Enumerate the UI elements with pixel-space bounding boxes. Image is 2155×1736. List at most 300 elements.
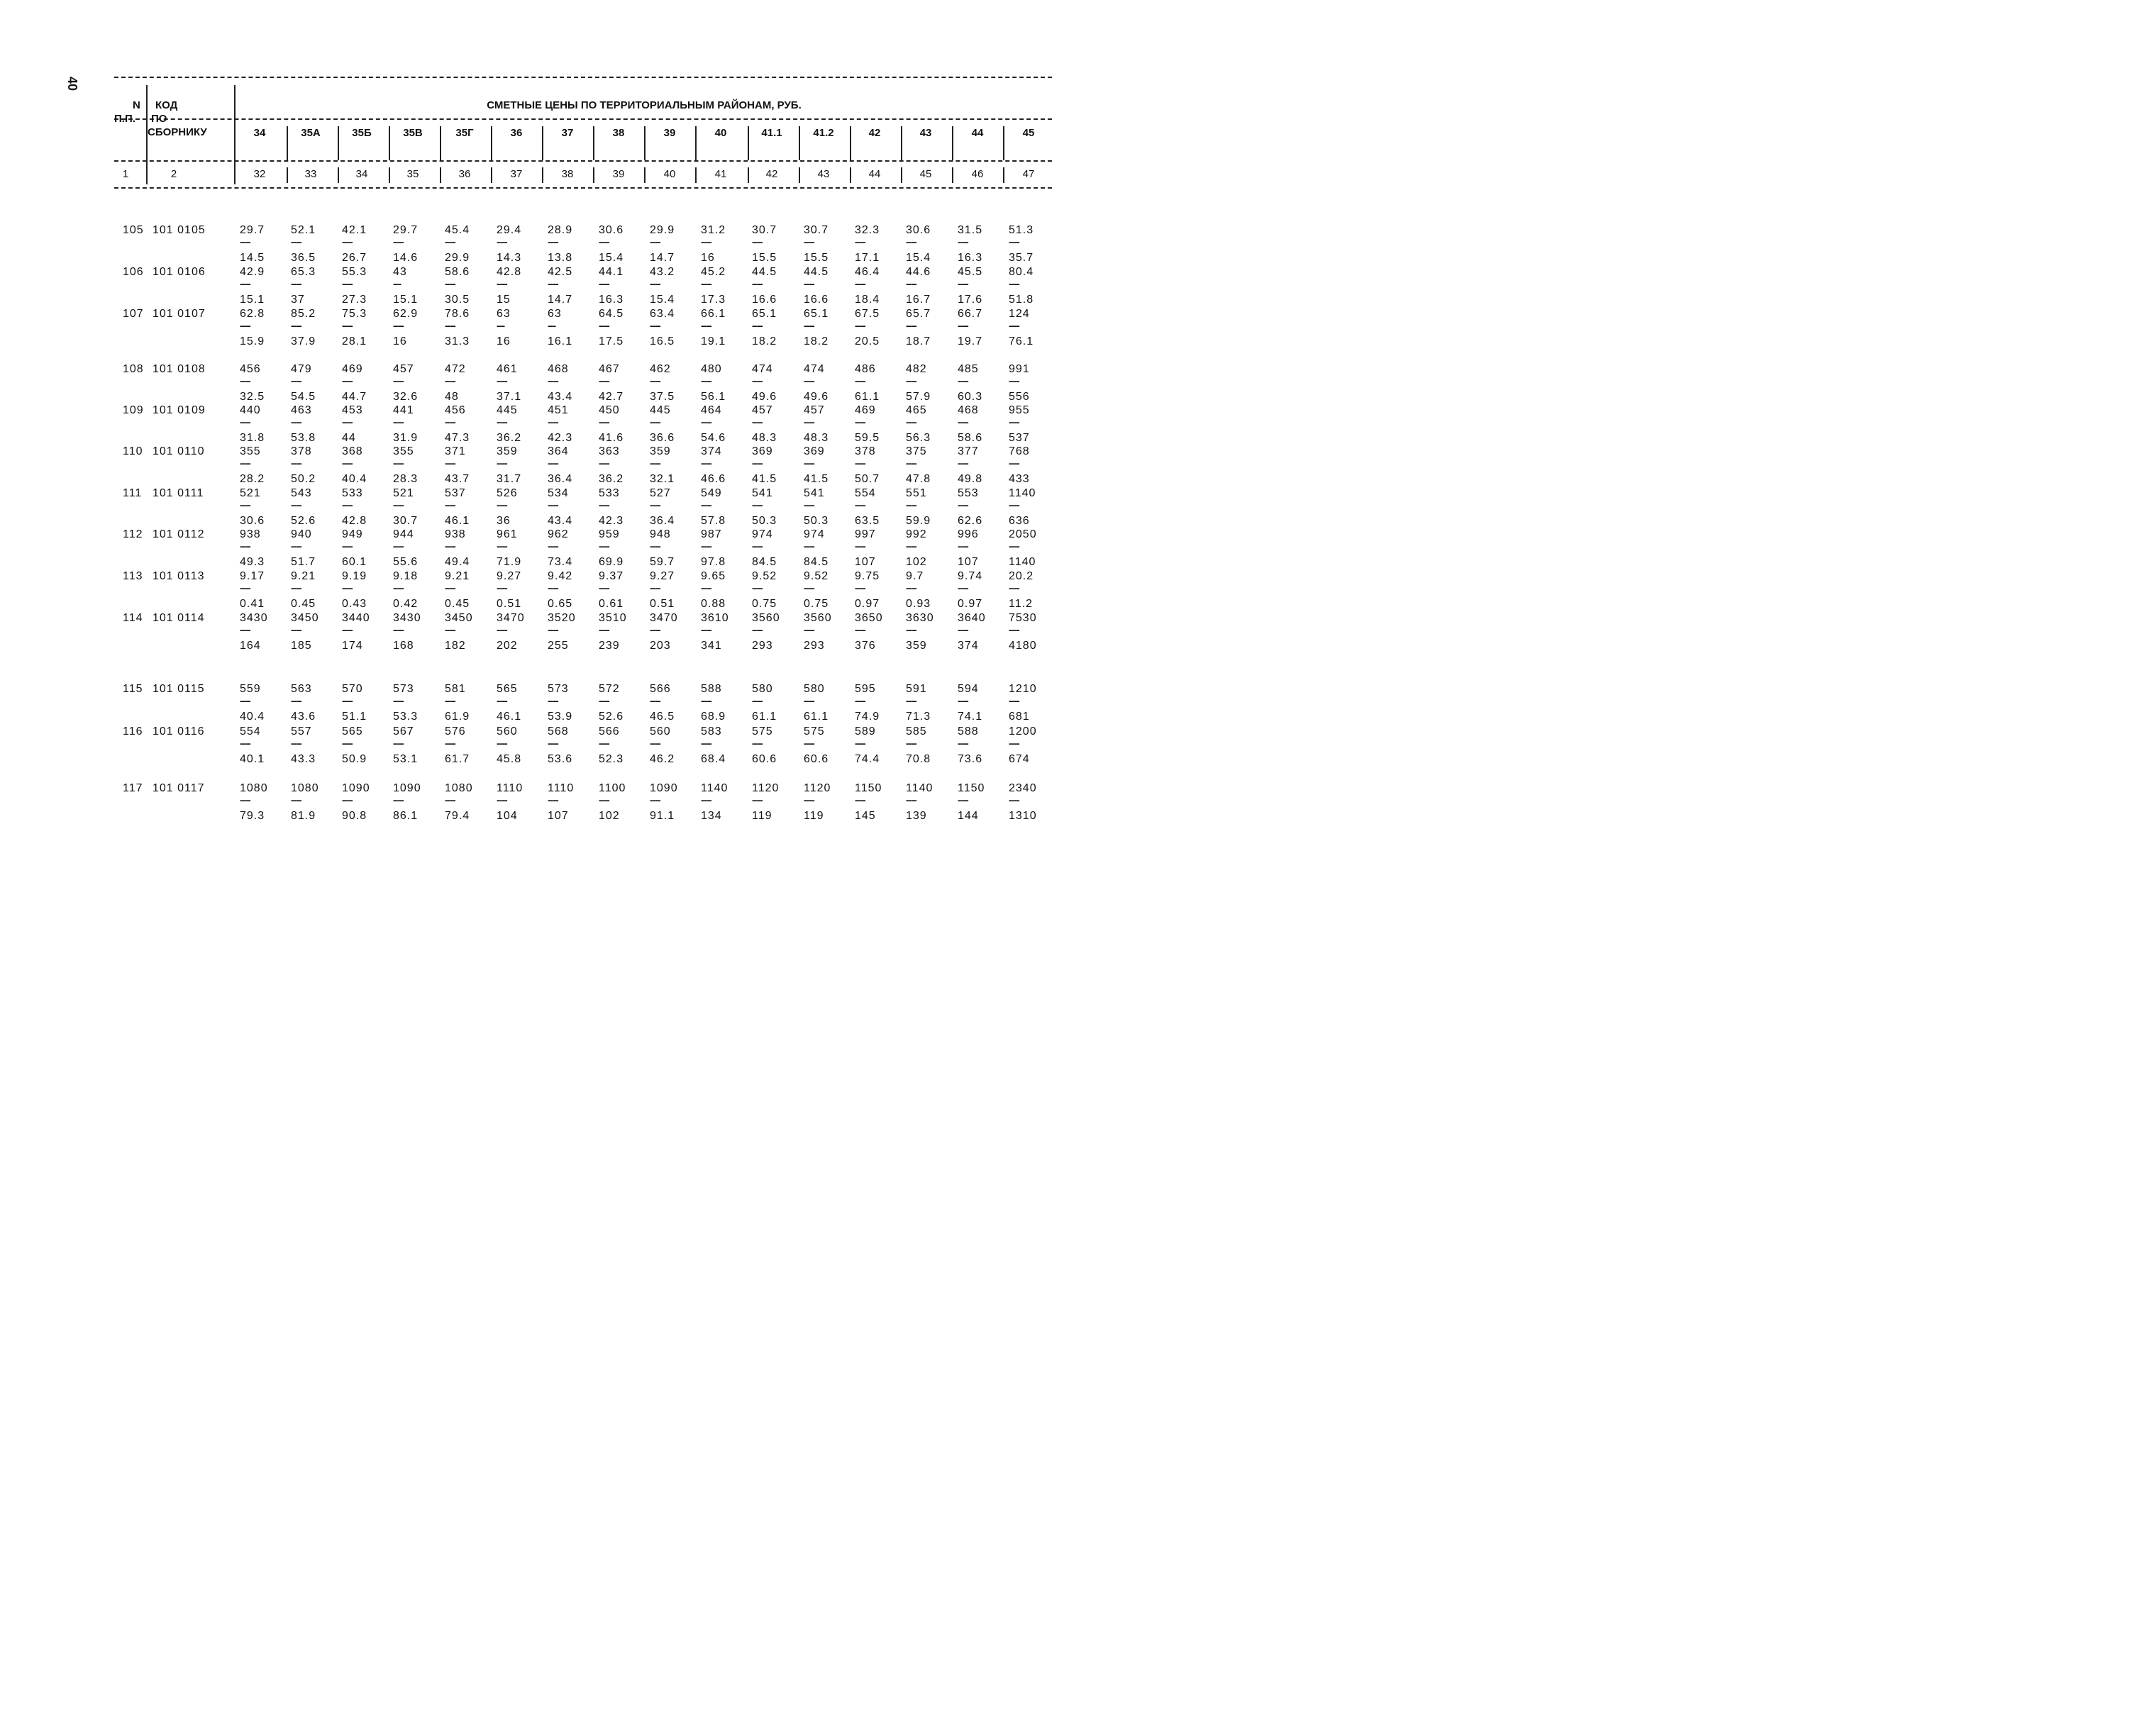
price-value: 45.4 <box>445 224 470 236</box>
fraction-bar: ---- <box>342 540 353 552</box>
price-value: 987 <box>701 528 722 540</box>
price-value: 992 <box>906 528 927 540</box>
fraction-bar: ---- <box>752 236 763 247</box>
price-value: 16.6 <box>804 294 829 306</box>
price-value: 1140 <box>906 782 934 794</box>
fraction-bar: ---- <box>548 416 558 428</box>
price-value: 469 <box>855 404 876 416</box>
price-value: 9.74 <box>958 570 983 582</box>
price-value: 66.1 <box>701 308 726 320</box>
region-header: 35В <box>403 127 423 139</box>
price-value: 15.5 <box>804 252 829 264</box>
price-value: 573 <box>393 683 414 695</box>
price-value: 66.7 <box>958 308 983 320</box>
price-value: 456 <box>240 363 261 375</box>
price-value: 534 <box>548 487 569 499</box>
price-value: 65.1 <box>804 308 829 320</box>
price-value: 29.9 <box>445 252 470 264</box>
price-value: 940 <box>291 528 312 540</box>
price-value: 44.1 <box>599 266 624 278</box>
price-value: 0.45 <box>291 598 316 610</box>
price-value: 359 <box>497 445 518 457</box>
fraction-bar: ---- <box>445 738 455 749</box>
fraction-bar: ---- <box>855 695 865 706</box>
column-number: 2 <box>170 168 177 180</box>
price-value: 18.2 <box>752 335 777 347</box>
price-value: 575 <box>752 725 773 738</box>
price-value: 58.6 <box>958 432 983 444</box>
price-value: 15 <box>497 294 511 306</box>
price-value: 14.3 <box>497 252 522 264</box>
row-number: 108 <box>123 363 144 375</box>
price-value: 549 <box>701 487 722 499</box>
price-value: 53.3 <box>393 711 419 723</box>
price-value: 51.1 <box>342 711 367 723</box>
column-number: 33 <box>304 168 317 180</box>
row-number: 114 <box>123 612 143 624</box>
price-value: 472 <box>445 363 466 375</box>
column-number: 36 <box>458 168 471 180</box>
price-value: 46.4 <box>855 266 880 278</box>
price-value: 42.1 <box>342 224 367 236</box>
col-divider <box>287 167 288 183</box>
price-value: 28.9 <box>548 224 573 236</box>
price-value: 35.7 <box>1009 252 1034 264</box>
price-value: 1090 <box>393 782 421 794</box>
price-value: 42.3 <box>548 432 573 444</box>
fraction-bar: ---- <box>1009 499 1019 511</box>
column-number: 35 <box>406 168 419 180</box>
price-value: 53.1 <box>393 753 419 765</box>
fraction-bar: ---- <box>958 499 968 511</box>
col-divider <box>695 167 697 183</box>
price-value: 479 <box>291 363 312 375</box>
col-divider <box>593 167 594 183</box>
price-value: 9.7 <box>906 570 924 582</box>
price-value: 29.7 <box>240 224 265 236</box>
fraction-bar: ---- <box>548 738 558 749</box>
fraction-bar: ---- <box>906 624 916 635</box>
price-value: 144 <box>958 810 979 822</box>
price-value: 3630 <box>906 612 934 624</box>
row-code: 101 0114 <box>153 612 205 624</box>
fraction-bar: ---- <box>599 320 609 331</box>
fraction-bar: ---- <box>548 236 558 247</box>
price-value: 4180 <box>1009 640 1037 652</box>
header-top-rule <box>114 77 1052 78</box>
price-value: 36.4 <box>548 473 573 485</box>
price-value: 0.75 <box>804 598 829 610</box>
fraction-bar: ---- <box>906 278 916 289</box>
price-value: 58.6 <box>445 266 470 278</box>
price-value: 43.2 <box>650 266 675 278</box>
price-value: 1080 <box>240 782 268 794</box>
fraction-bar: ---- <box>445 582 455 594</box>
fraction-bar: ---- <box>393 236 404 247</box>
price-value: 119 <box>804 810 824 822</box>
fraction-bar: ---- <box>445 320 455 331</box>
price-value: 11.2 <box>1009 598 1033 610</box>
price-value: 145 <box>855 810 876 822</box>
col-divider <box>799 126 800 160</box>
price-value: 467 <box>599 363 620 375</box>
fraction-bar: ---- <box>497 499 507 511</box>
price-value: 28.3 <box>393 473 419 485</box>
price-value: 37.1 <box>497 391 522 403</box>
fraction-bar: ---- <box>393 738 404 749</box>
price-value: 59.9 <box>906 515 931 527</box>
price-value: 56.3 <box>906 432 931 444</box>
fraction-bar: ---- <box>393 540 404 552</box>
price-value: 40.1 <box>240 753 265 765</box>
price-value: 46.1 <box>445 515 470 527</box>
fraction-bar: ---- <box>240 540 250 552</box>
price-value: 16 <box>497 335 511 347</box>
price-value: 50.9 <box>342 753 367 765</box>
price-value: 41.5 <box>804 473 829 485</box>
price-value: 16 <box>701 252 715 264</box>
col-divider <box>1003 126 1004 160</box>
price-value: 450 <box>599 404 620 416</box>
price-value: 43 <box>393 266 407 278</box>
price-value: 74.1 <box>958 711 983 723</box>
fraction-bar: ---- <box>548 624 558 635</box>
price-value: 3520 <box>548 612 576 624</box>
price-value: 16.7 <box>906 294 931 306</box>
price-value: 293 <box>752 640 773 652</box>
price-value: 468 <box>958 404 979 416</box>
row-number: 112 <box>123 528 143 540</box>
price-value: 482 <box>906 363 927 375</box>
fraction-bar: ---- <box>804 278 814 289</box>
price-value: 573 <box>548 683 569 695</box>
price-value: 97.8 <box>701 556 726 568</box>
price-value: 47.3 <box>445 432 470 444</box>
price-value: 73.6 <box>958 753 983 765</box>
fraction-bar: ---- <box>752 695 763 706</box>
fraction-bar: ---- <box>958 794 968 806</box>
fraction-bar: ---- <box>445 695 455 706</box>
row-number: 111 <box>123 487 143 499</box>
price-value: 566 <box>599 725 620 738</box>
price-value: 60.1 <box>342 556 367 568</box>
price-value: 32.5 <box>240 391 265 403</box>
price-value: 37.9 <box>291 335 316 347</box>
price-value: 541 <box>752 487 773 499</box>
region-header: 35Г <box>455 127 474 139</box>
price-value: 45.2 <box>701 266 726 278</box>
fraction-bar: ---- <box>291 738 301 749</box>
fraction-bar: ---- <box>291 624 301 635</box>
column-number: 39 <box>612 168 625 180</box>
price-value: 486 <box>855 363 876 375</box>
fraction-bar: ---- <box>240 499 250 511</box>
row-code: 101 0113 <box>153 570 205 582</box>
col-divider <box>799 167 800 183</box>
price-value: 1120 <box>752 782 780 794</box>
price-value: 588 <box>701 683 722 695</box>
col-divider <box>440 167 441 183</box>
price-value: 369 <box>804 445 825 457</box>
price-value: 3510 <box>599 612 627 624</box>
price-value: 0.43 <box>342 598 367 610</box>
fraction-bar: ---- <box>342 457 353 469</box>
price-value: 57.9 <box>906 391 931 403</box>
fraction-bar: ---- <box>906 738 916 749</box>
price-value: 107 <box>548 810 569 822</box>
price-value: 42.8 <box>497 266 522 278</box>
fraction-bar: ---- <box>855 540 865 552</box>
col-divider <box>850 167 851 183</box>
price-value: 48.3 <box>752 432 777 444</box>
row-code: 101 0111 <box>153 487 204 499</box>
price-value: 938 <box>240 528 261 540</box>
col-divider <box>1003 167 1004 183</box>
price-value: 575 <box>804 725 825 738</box>
fraction-bar: --- <box>393 278 401 289</box>
price-value: 554 <box>855 487 876 499</box>
fraction-bar: ---- <box>906 499 916 511</box>
price-value: 3440 <box>342 612 370 624</box>
column-number: 47 <box>1022 168 1035 180</box>
price-value: 63.4 <box>650 308 675 320</box>
fraction-bar: ---- <box>393 457 404 469</box>
fraction-bar: ---- <box>752 278 763 289</box>
price-value: 768 <box>1009 445 1030 457</box>
price-value: 537 <box>445 487 466 499</box>
price-value: 44 <box>342 432 356 444</box>
price-value: 40.4 <box>240 711 265 723</box>
price-value: 1140 <box>701 782 729 794</box>
price-value: 30.6 <box>240 515 265 527</box>
price-value: 67.5 <box>855 308 880 320</box>
price-value: 61.1 <box>855 391 880 403</box>
price-value: 31.5 <box>958 224 983 236</box>
price-value: 3610 <box>701 612 729 624</box>
region-header: 45 <box>1022 127 1035 139</box>
fraction-bar: ---- <box>548 457 558 469</box>
fraction-bar: ---- <box>291 236 301 247</box>
fraction-bar: ---- <box>240 582 250 594</box>
price-value: 377 <box>958 445 979 457</box>
col-divider <box>901 167 902 183</box>
price-value: 369 <box>752 445 773 457</box>
fraction-bar: ---- <box>497 416 507 428</box>
fraction-bar: ---- <box>804 416 814 428</box>
fraction-bar: ---- <box>1009 794 1019 806</box>
price-value: 557 <box>291 725 312 738</box>
price-value: 29.4 <box>497 224 522 236</box>
fraction-bar: ---- <box>1009 375 1019 386</box>
price-value: 164 <box>240 640 261 652</box>
price-value: 52.1 <box>291 224 316 236</box>
fraction-bar: ---- <box>752 375 763 386</box>
price-value: 14.6 <box>393 252 419 264</box>
col-divider <box>748 126 749 160</box>
fraction-bar: ---- <box>958 375 968 386</box>
price-value: 51.7 <box>291 556 316 568</box>
price-value: 580 <box>804 683 825 695</box>
price-value: 107 <box>958 556 979 568</box>
price-value: 16.1 <box>548 335 573 347</box>
price-value: 30.6 <box>599 224 624 236</box>
price-value: 78.6 <box>445 308 470 320</box>
fraction-bar: ---- <box>240 375 250 386</box>
price-value: 43.6 <box>291 711 316 723</box>
price-value: 1120 <box>804 782 831 794</box>
fraction-bar: ---- <box>291 416 301 428</box>
price-value: 9.27 <box>650 570 675 582</box>
price-value: 42.8 <box>342 515 367 527</box>
price-value: 36 <box>497 515 511 527</box>
price-value: 441 <box>393 404 414 416</box>
price-value: 90.8 <box>342 810 367 822</box>
region-header: 40 <box>714 127 727 139</box>
price-value: 45.5 <box>958 266 983 278</box>
price-value: 14.7 <box>650 252 675 264</box>
price-value: 1310 <box>1009 810 1037 822</box>
fraction-bar: ---- <box>291 540 301 552</box>
price-value: 991 <box>1009 363 1030 375</box>
fraction-bar: ---- <box>701 416 711 428</box>
price-value: 566 <box>650 683 671 695</box>
fraction-bar: ---- <box>650 320 660 331</box>
row-code: 101 0107 <box>153 308 206 320</box>
region-header: 39 <box>663 127 676 139</box>
price-value: 102 <box>599 810 620 822</box>
code-label: СБОРНИКУ <box>148 126 207 138</box>
fraction-bar: ---- <box>1009 540 1019 552</box>
fraction-bar: ---- <box>650 624 660 635</box>
price-value: 68.4 <box>701 753 726 765</box>
price-value: 139 <box>906 810 927 822</box>
row-number: 115 <box>123 683 143 695</box>
price-value: 480 <box>701 363 722 375</box>
price-value: 52.6 <box>291 515 316 527</box>
price-value: 49.8 <box>958 473 983 485</box>
price-value: 15.1 <box>393 294 419 306</box>
col-divider <box>542 167 543 183</box>
price-value: 40.4 <box>342 473 367 485</box>
price-value: 457 <box>393 363 414 375</box>
fraction-bar: ---- <box>855 794 865 806</box>
fraction-bar: ---- <box>393 375 404 386</box>
fraction-bar: ---- <box>291 794 301 806</box>
col-divider <box>644 167 646 183</box>
price-value: 364 <box>548 445 569 457</box>
price-value: 591 <box>906 683 927 695</box>
fraction-bar: ---- <box>752 320 763 331</box>
price-value: 9.52 <box>804 570 829 582</box>
price-value: 371 <box>445 445 466 457</box>
col-divider <box>644 126 646 160</box>
price-value: 49.3 <box>240 556 265 568</box>
price-value: 0.65 <box>548 598 573 610</box>
fraction-bar: ---- <box>291 582 301 594</box>
fraction-bar: ---- <box>650 540 660 552</box>
price-value: 65.7 <box>906 308 931 320</box>
price-value: 31.3 <box>445 335 470 347</box>
price-value: 944 <box>393 528 414 540</box>
fraction-bar: ---- <box>650 236 660 247</box>
fraction-bar: ---- <box>958 624 968 635</box>
fraction-bar: ---- <box>855 624 865 635</box>
price-value: 16.5 <box>650 335 675 347</box>
price-value: 541 <box>804 487 825 499</box>
price-value: 521 <box>240 487 261 499</box>
price-value: 63.5 <box>855 515 880 527</box>
fraction-bar: ---- <box>497 794 507 806</box>
price-value: 7530 <box>1009 612 1037 624</box>
fraction-bar: ---- <box>958 582 968 594</box>
col-divider <box>850 126 851 160</box>
col-divider <box>695 126 697 160</box>
fraction-bar: ---- <box>958 457 968 469</box>
fraction-bar: ---- <box>599 624 609 635</box>
fraction-bar: ---- <box>701 540 711 552</box>
fraction-bar: ---- <box>445 278 455 289</box>
column-number: 1 <box>122 168 129 180</box>
fraction-bar: ---- <box>548 582 558 594</box>
price-value: 41.5 <box>752 473 777 485</box>
fraction-bar: ---- <box>752 624 763 635</box>
fraction-bar: ---- <box>291 375 301 386</box>
price-value: 359 <box>906 640 927 652</box>
fraction-bar: ---- <box>497 375 507 386</box>
fraction-bar: ---- <box>855 320 865 331</box>
price-value: 48.3 <box>804 432 829 444</box>
fraction-bar: ---- <box>1009 278 1019 289</box>
col-divider <box>952 126 953 160</box>
price-value: 15.4 <box>906 252 931 264</box>
fraction-bar: ---- <box>650 738 660 749</box>
price-value: 374 <box>701 445 722 457</box>
column-number: 46 <box>971 168 984 180</box>
price-value: 949 <box>342 528 363 540</box>
fraction-bar: ---- <box>599 499 609 511</box>
fraction-bar: --- <box>497 320 504 331</box>
price-value: 42.3 <box>599 515 624 527</box>
price-value: 359 <box>650 445 671 457</box>
price-value: 465 <box>906 404 927 416</box>
price-value: 463 <box>291 404 312 416</box>
fraction-bar: ---- <box>240 416 250 428</box>
fraction-bar: ---- <box>393 624 404 635</box>
price-value: 18.4 <box>855 294 880 306</box>
fraction-bar: ---- <box>855 236 865 247</box>
row-code: 101 0109 <box>153 404 206 416</box>
fraction-bar: ---- <box>599 278 609 289</box>
price-value: 31.2 <box>701 224 726 236</box>
fraction-bar: ---- <box>1009 416 1019 428</box>
price-value: 378 <box>855 445 876 457</box>
price-value: 44.7 <box>342 391 367 403</box>
fraction-bar: ---- <box>1009 738 1019 749</box>
fraction-bar: ---- <box>650 457 660 469</box>
price-value: 16 <box>393 335 407 347</box>
col-divider <box>593 126 594 160</box>
fraction-bar: ---- <box>497 582 507 594</box>
region-header: 38 <box>612 127 625 139</box>
fraction-bar: ---- <box>240 738 250 749</box>
column-number: 45 <box>919 168 932 180</box>
row-code: 101 0105 <box>153 224 206 236</box>
fraction-bar: ---- <box>906 375 916 386</box>
region-header: 43 <box>919 127 932 139</box>
price-value: 451 <box>548 404 569 416</box>
price-value: 938 <box>445 528 466 540</box>
price-value: 551 <box>906 487 927 499</box>
